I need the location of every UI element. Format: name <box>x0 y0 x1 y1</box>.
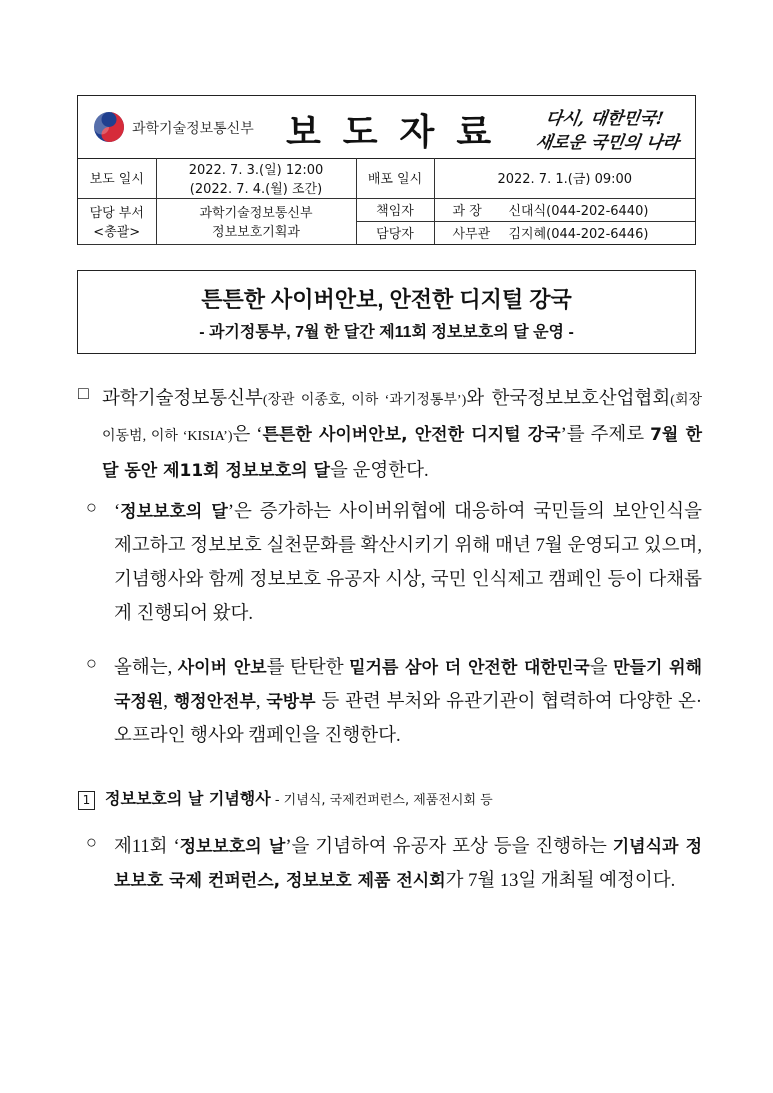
contact-person <box>434 221 695 244</box>
title-row <box>78 96 695 159</box>
circle-bullet-icon: ○ <box>86 497 97 517</box>
p4-text-1: 제11회 ‘ <box>114 837 180 857</box>
release-label: 보도 일시 <box>78 158 156 198</box>
p3-text-1: 올해는, <box>114 658 178 678</box>
contact-label: 담당자 <box>356 221 434 244</box>
p1-association-note: (회장 이동범, 이하 ‘KISIA’) <box>102 393 702 444</box>
p3-comma-2: , <box>255 692 267 712</box>
circle-bullet-icon: ○ <box>86 653 97 673</box>
slogan-line-2: 새로운 국민의 나라 <box>534 133 681 153</box>
p3-text-3: 을 <box>589 658 614 678</box>
taegeuk-logo-icon <box>92 110 126 144</box>
p4-text-3: 가 7월 13일 개최될 예정이다. <box>445 871 676 891</box>
responsible-name-phone: 신대식(044-202-6440) <box>508 204 649 219</box>
section-title: 정보보호의 날 기념행사 <box>105 789 271 808</box>
paragraph-this-year <box>114 651 702 753</box>
p1-theme: 튼튼한 사이버안보, 안전한 디지털 강국 <box>262 425 561 445</box>
paragraph-ceremony <box>114 830 702 898</box>
section-subtitle: - 기념식, 국제컨퍼런스, 제품전시회 등 <box>270 793 493 808</box>
p2-quote-open: ‘ <box>114 502 121 522</box>
department-name-line2: 정보보호기획과 <box>212 225 300 240</box>
paragraph-intro <box>102 382 702 488</box>
government-slogan <box>536 102 686 154</box>
slogan-line-1: 다시, 대한민국! <box>544 109 665 129</box>
responsible-person <box>434 198 695 221</box>
release-datetime-line1: 2022. 7. 3.(일) 12:00 <box>188 162 324 178</box>
press-release-header <box>77 95 696 245</box>
p3-text-4: 등 관련 부처와 유관기관이 협력하여 다양한 온·오프라인 행사와 캠페인을 진행한다. <box>114 692 703 746</box>
ministry-logo <box>92 110 282 144</box>
p3-highlight-2: 밑거름 삼아 더 안전한 대한민국 <box>349 658 590 678</box>
department-label-line2: <총괄> <box>93 225 141 240</box>
distribution-datetime: 2022. 7. 1.(금) 09:00 <box>434 158 695 198</box>
p2-highlight: 정보보호의 달 <box>120 502 228 522</box>
responsible-row <box>78 198 695 221</box>
release-datetime-line2: (2022. 7. 4.(월) 조간) <box>189 181 323 197</box>
release-info-table <box>78 158 695 245</box>
p4-text-2: ’을 기념하여 유공자 포상 등을 진행하는 <box>285 837 613 857</box>
p1-event: 7월 한 달 동안 제11회 정보보호의 달 <box>102 425 702 481</box>
p4-highlight-2: 기념식과 정보보호 국제 컨퍼런스, 정보보호 제품 전시회 <box>114 837 703 891</box>
p1-text-2: ’를 주제로 <box>560 425 651 445</box>
p3-highlight-1: 사이버 안보 <box>177 658 267 678</box>
p3-comma-1: , <box>163 692 174 712</box>
headline-title: 튼튼한 사이버안보, 안전한 디지털 강국 <box>201 287 572 312</box>
p4-highlight-1: 정보보호의 날 <box>179 837 286 857</box>
press-release-title: 보도자료 <box>286 111 514 152</box>
contact-position: 사무관 <box>452 227 491 243</box>
distribution-label: 배포 일시 <box>356 158 434 198</box>
p1-ministry: 과학기술정보통신부 <box>102 389 263 409</box>
circle-bullet-icon: ○ <box>86 832 97 852</box>
p1-association: 와 한국정보보호산업협회 <box>466 389 671 409</box>
paragraph-purpose <box>114 495 702 631</box>
release-datetime <box>156 158 356 198</box>
contact-name-phone: 김지혜(044-202-6446) <box>508 227 649 243</box>
p3-highlight-4: 행정안전부 <box>173 692 256 712</box>
section-number-box: 1 <box>78 791 95 810</box>
department-name <box>156 198 356 244</box>
p1-text-3: 을 운영한다. <box>329 461 429 481</box>
p3-text-2: 를 탄탄한 <box>266 658 350 678</box>
responsible-position: 과 장 <box>452 204 482 219</box>
p1-ministry-note: (장관 이종호, 이하 ‘과기정통부’) <box>262 393 467 408</box>
headline-box <box>77 270 696 354</box>
section-heading-1 <box>78 786 493 810</box>
ministry-name: 과학기술정보통신부 <box>132 120 254 136</box>
p1-text-1: 은 ‘ <box>232 425 263 445</box>
department-label-line1: 담당 부서 <box>89 206 144 221</box>
department-name-line1: 과학기술정보통신부 <box>199 206 313 221</box>
p3-highlight-3: 만들기 위해 국정원 <box>114 658 703 712</box>
headline-subtitle: - 과기정통부, 7월 한 달간 제11회 정보보호의 달 운영 - <box>199 324 574 341</box>
responsible-label: 책임자 <box>356 198 434 221</box>
p2-text: ’은 증가하는 사이버위협에 대응하여 국민들의 보안인식을 제고하고 정보보호 실천문화를 확산시키기 위해 매년 7월 운영되고 있으며, 기념행사와 함께 정보보호 유공자 시상, 국민 인식제고 캠페인 등이 다채롭게 진행되어 왔다. <box>114 502 702 624</box>
square-bullet-icon: □ <box>78 383 89 403</box>
department-label <box>78 198 156 244</box>
release-row <box>78 158 695 198</box>
p3-highlight-5: 국방부 <box>266 692 316 712</box>
